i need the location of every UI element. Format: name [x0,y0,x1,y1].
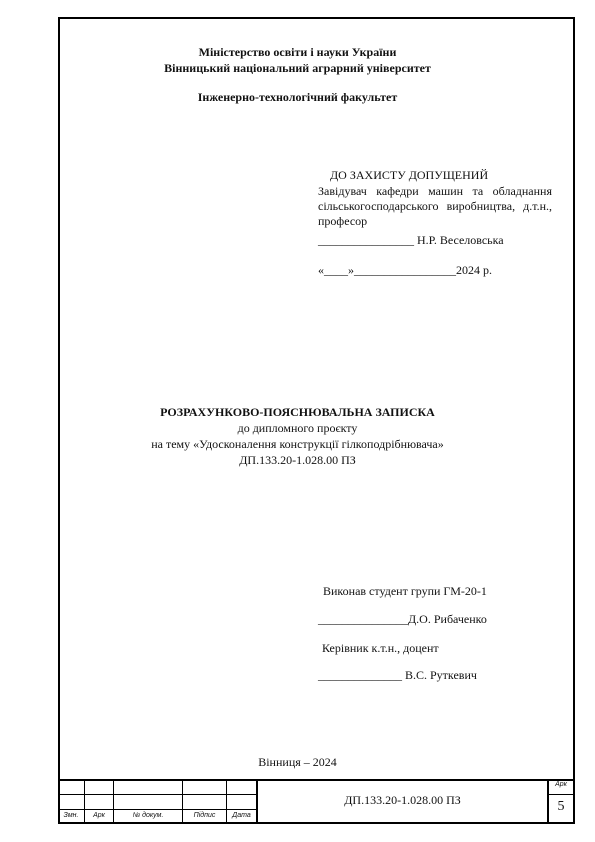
supervisor-label: Керівник к.т.н., доцент [322,641,439,655]
stamp-label-change: Змн. [63,812,79,819]
student-signature: _______________Д.О. Рибаченко [318,612,487,626]
faculty-name: Інженерно-технологічний факультет [197,90,398,104]
stamp-label-sheet: Арк [93,812,105,819]
document-code: ДП.133.20-1.028.00 ПЗ [239,453,356,467]
ministry-name: Міністерство освіти і науки України [198,45,397,59]
title-stamp [58,779,575,824]
approval-title: ДО ЗАХИСТУ ДОПУЩЕНИЙ [330,168,489,182]
approval-position: Завідувач кафедри машин та обладнання сільськогосподарського виробництва, д.т.н., професор [318,184,552,228]
approval-date-line: «____»_________________2024 р. [318,263,492,277]
city-year: Вінниця – 2024 [258,755,337,769]
student-label: Виконав студент групи ГМ-20-1 [323,584,487,598]
stamp-sheet-label: Арк [555,781,567,788]
stamp-sheet-number: 5 [557,799,565,814]
document-subtitle: до дипломного проєкту [237,421,358,435]
stamp-document-code: ДП.133.20-1.028.00 ПЗ [344,793,461,807]
stamp-label-signature: Підпис [193,812,216,819]
university-name: Вінницький національний аграрний університет [164,61,431,75]
supervisor-signature: ______________ В.С. Руткевич [318,668,477,682]
document-topic: на тему «Удосконалення конструкції гілкоподрібнювача» [151,437,444,451]
stamp-label-doc-number: № докум. [132,812,164,819]
document-title: РОЗРАХУНКОВО-ПОЯСНЮВАЛЬНА ЗАПИСКА [160,405,435,419]
stamp-label-date: Дата [232,812,251,819]
approval-signature-line: ________________ Н.Р. Веселовська [318,233,504,247]
